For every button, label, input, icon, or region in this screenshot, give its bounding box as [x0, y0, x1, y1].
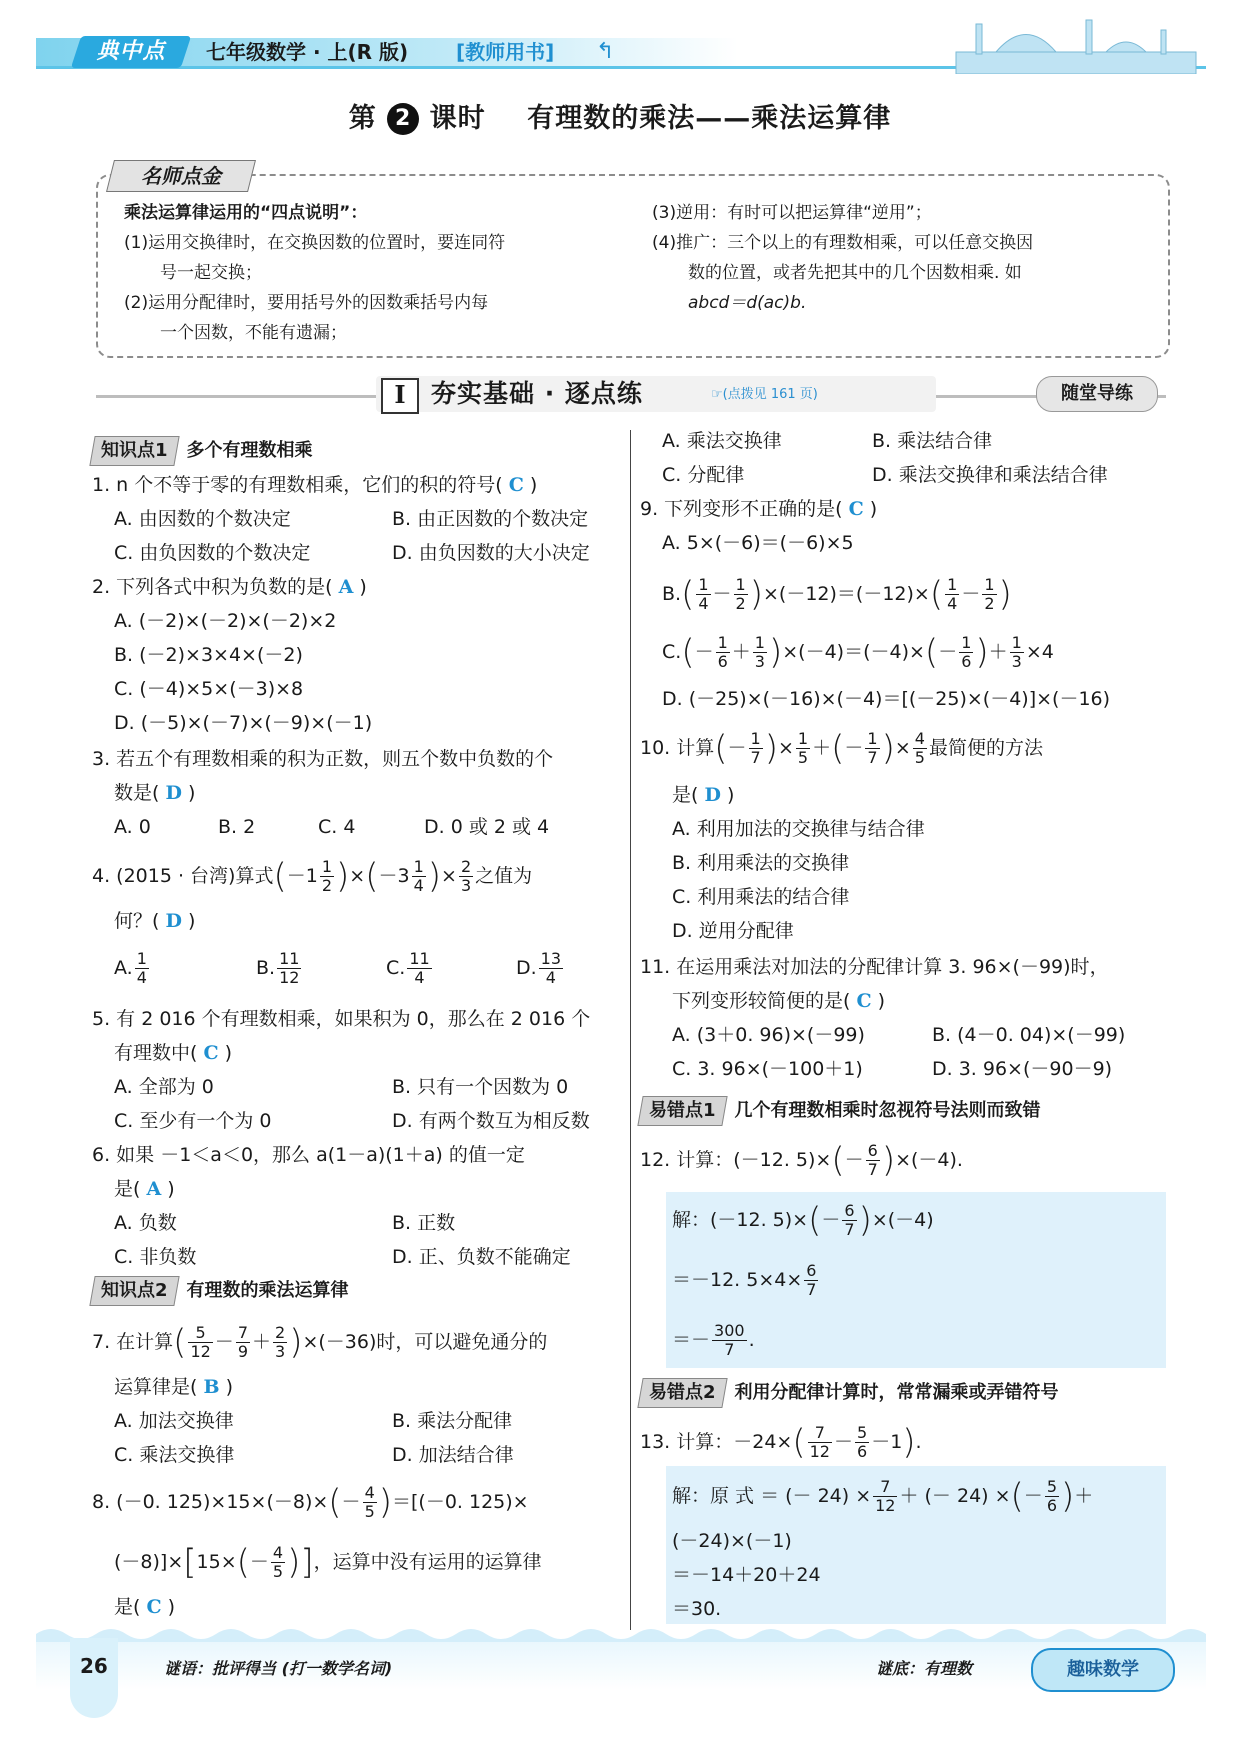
section-badge: I: [381, 378, 419, 414]
question-stem: 1. n 个不等于零的有理数相乘，它们的积的符号( C ): [92, 474, 538, 496]
option: C.(－ $\frac{1}{6}$ ＋ $\frac{1}{3}$ )×(－4)＝(－4)×(－ $\frac{1}{6}$ )＋ $\frac{1}{3}$ ×4: [662, 632, 1054, 673]
option: C. 由负因数的个数决定: [114, 542, 311, 564]
answer: C: [146, 1596, 162, 1618]
lesson-number-badge: 2: [387, 103, 419, 135]
question-stem: 10. 计算(－ $\frac{1}{7}$ )× $\frac{1}{5}$ ＋(－ $\frac{1}{7}$ )× $\frac{4}{5}$ 最简便的方法: [640, 728, 1043, 769]
question-stem: 11. 在运用乘法对加法的分配律计算 3. 96×(－99)时，: [640, 956, 1109, 978]
section-note: ☞(点拨见 161 页): [711, 387, 818, 402]
tips-line: (1)运用交换律时，在交换因数的位置时，要连同符: [124, 233, 506, 253]
question-stem: 是( A ): [114, 1178, 175, 1200]
option: A. 乘法交换律: [662, 430, 782, 452]
option: A. 由因数的个数决定: [114, 508, 291, 530]
question-stem: 4. (2015 · 台湾)算式(－1 $\frac{1}{2}$ )×(－3 $\frac{1}{4}$ )× $\frac{2}{3}$ 之值为: [92, 856, 533, 897]
option: C. 利用乘法的结合律: [672, 886, 850, 908]
tips-line: (3)逆用：有时可以把运算律“逆用”；: [652, 203, 932, 223]
option: B. 乘法结合律: [872, 430, 993, 452]
option: D. (－5)×(－7)×(－9)×(－1): [114, 712, 373, 734]
section-tag: 随堂导练: [1036, 376, 1158, 412]
option: A. 利用加法的交换律与结合律: [672, 818, 925, 840]
question-stem: 7. 在计算( $\frac{5}{12}$ － $\frac{7}{9}$ ＋ $\frac{2}{3}$ )×(－36)时，可以避免通分的: [92, 1322, 548, 1363]
book-title: 七年级数学 · 上(R 版): [206, 40, 409, 64]
option: C. 分配律: [662, 464, 745, 486]
lesson-title: 第 2 课时 有理数的乘法——乘法运算律: [348, 103, 892, 134]
answer: C: [203, 1042, 219, 1064]
option: D. 逆用分配律: [672, 920, 794, 942]
question-stem: 下列变形较简便的是( C ): [672, 990, 886, 1012]
option: A. 加法交换律: [114, 1410, 234, 1432]
return-arrow-icon: ↰: [596, 39, 615, 64]
question-stem: 何？( D ): [114, 910, 196, 932]
option: B. $\frac{11}{12}$: [256, 949, 300, 987]
question-stem: 数是( D ): [114, 782, 196, 804]
option: B. (4－0. 04)×(－99): [932, 1024, 1126, 1046]
solution-line: ＝30.: [672, 1598, 722, 1620]
question-stem: 9. 下列变形不正确的是( C ): [640, 498, 878, 520]
tips-line: 乘法运算律运用的“四点说明”：: [124, 203, 368, 223]
option: B. 利用乘法的交换律: [672, 852, 850, 874]
option: D. 0 或 2 或 4: [424, 816, 550, 838]
option: C. 非负数: [114, 1246, 197, 1268]
question-stem: 是( C ): [114, 1596, 176, 1618]
answer: A: [338, 576, 354, 598]
fun-math-badge: 趣味数学: [1031, 1648, 1175, 1692]
answer: C: [508, 474, 524, 496]
footer-wave: [36, 1624, 1206, 1642]
question-stem: 8. (－0. 125)×15×(－8)×(－ $\frac{4}{5}$ )＝[(－0. 125)×: [92, 1482, 529, 1523]
tips-line: abcd＝d(ac)b.: [688, 293, 807, 313]
tips-line: 数的位置，或者先把其中的几个因数相乘. 如: [688, 263, 1022, 283]
error-point-1: 易错点1 几个有理数相乘时忽视符号法则而致错: [640, 1096, 1041, 1124]
answer: C: [856, 990, 872, 1012]
option: C. 乘法交换律: [114, 1444, 235, 1466]
tips-line: 一个因数，不能有遗漏；: [160, 323, 347, 343]
option: B. 只有一个因数为 0: [392, 1076, 569, 1098]
section-banner: [96, 376, 1166, 416]
question-stem: 运算律是( B ): [114, 1376, 233, 1398]
brand-logo: 典中点: [71, 36, 191, 68]
option: A. (3＋0. 96)×(－99): [672, 1024, 865, 1046]
question-stem: (－8)]×[15×(－ $\frac{4}{5}$ )]，运算中没有运用的运算律: [114, 1542, 542, 1583]
solution-line: ＝－12. 5×4× $\frac{6}{7}$: [672, 1261, 817, 1299]
answer: D: [165, 782, 182, 804]
option: A. 负数: [114, 1212, 177, 1234]
option: A. 5×(－6)＝(－6)×5: [662, 532, 854, 554]
question-stem: 6. 如果 －1＜a＜0，那么 a(1－a)(1＋a) 的值一定: [92, 1144, 525, 1166]
solution-line: ＝－ $\frac{300}{7}$ .: [672, 1321, 755, 1359]
question-stem: 13. 计算：－24×( $\frac{7}{12}$ － $\frac{5}{6}$ －1).: [640, 1422, 922, 1463]
city-skyline-icon: [936, 12, 1206, 74]
option: D. $\frac{13}{4}$: [516, 949, 562, 987]
answer: D: [704, 784, 721, 806]
option: B.( $\frac{1}{4}$ － $\frac{1}{2}$ )×(－12)＝(－12)×( $\frac{1}{4}$ － $\frac{1}{2}$ ): [662, 574, 1012, 615]
option: D. 有两个数互为相反数: [392, 1110, 590, 1132]
column-divider: [630, 430, 631, 1630]
tips-line: 号一起交换；: [160, 263, 262, 283]
tips-line: (2)运用分配律时，要用括号外的因数乘括号内每: [124, 293, 489, 313]
option: C. (－4)×5×(－3)×8: [114, 678, 304, 700]
page-number: 26: [80, 1654, 108, 1678]
riddle-answer: 谜底：有理数: [876, 1659, 973, 1678]
knowledge-point-2: 知识点2 有理数的乘法运算律: [92, 1276, 349, 1304]
option: B. 2: [218, 816, 256, 838]
option: D. 乘法交换律和乘法结合律: [872, 464, 1108, 486]
option: A. $\frac{1}{4}$: [114, 949, 147, 987]
riddle: 谜语：批评得当 (打一数学名词): [164, 1659, 393, 1678]
option: D. (－25)×(－16)×(－4)＝[(－25)×(－4)]×(－16): [662, 688, 1111, 710]
question-stem: 2. 下列各式中积为负数的是( A ): [92, 576, 367, 598]
section-title: 夯实基础 · 逐点练: [431, 379, 643, 408]
knowledge-point-1: 知识点1 多个有理数相乘: [92, 436, 313, 464]
option: D. 正、负数不能确定: [392, 1246, 571, 1268]
option: D. 3. 96×(－90－9): [932, 1058, 1113, 1080]
option: C. 3. 96×(－100＋1): [672, 1058, 863, 1080]
option: D. 由负因数的大小决定: [392, 542, 590, 564]
question-stem: 12. 计算：(－12. 5)×(－ $\frac{6}{7}$ )×(－4).: [640, 1140, 963, 1181]
lesson-topic: 有理数的乘法——乘法运算律: [527, 103, 892, 134]
teacher-tips-heading: 名师点金: [106, 160, 256, 192]
option: C. 4: [318, 816, 356, 838]
option: C. 至少有一个为 0: [114, 1110, 272, 1132]
teacher-edition-tag: [教师用书]: [456, 40, 555, 64]
solution-line: (－24)×(－1): [672, 1530, 792, 1552]
option: D. 加法结合律: [392, 1444, 514, 1466]
answer: D: [165, 910, 182, 932]
page-footer: [36, 1624, 1206, 1754]
option: A. 全部为 0: [114, 1076, 214, 1098]
solution-line: 解：(－12. 5)×(－ $\frac{6}{7}$ )×(－4): [672, 1200, 934, 1241]
question-stem: 5. 有 2 016 个有理数相乘，如果积为 0，那么在 2 016 个: [92, 1008, 591, 1030]
page-tab: [70, 1638, 118, 1718]
option: B. 由正因数的个数决定: [392, 508, 589, 530]
answer: A: [146, 1178, 162, 1200]
error-point-2: 易错点2 利用分配律计算时，常常漏乘或弄错符号: [640, 1378, 1059, 1406]
answer: C: [848, 498, 864, 520]
tips-line: (4)推广：三个以上的有理数相乘，可以任意交换因: [652, 233, 1034, 253]
option: B. (－2)×3×4×(－2): [114, 644, 303, 666]
solution-line: 解：原 式 ＝ (－ 24) × $\frac{7}{12}$ ＋ (－ 24) ×(－ $\frac{5}{6}$ )＋: [672, 1476, 1094, 1517]
page-header: [36, 30, 1206, 74]
question-stem: 3. 若五个有理数相乘的积为正数，则五个数中负数的个: [92, 748, 554, 770]
question-stem: 是( D ): [672, 784, 735, 806]
option: A. (－2)×(－2)×(－2)×2: [114, 610, 337, 632]
question-stem: 有理数中( C ): [114, 1042, 233, 1064]
answer: B: [203, 1376, 220, 1398]
option: A. 0: [114, 816, 151, 838]
option: C. $\frac{11}{4}$: [386, 949, 430, 987]
option: B. 正数: [392, 1212, 456, 1234]
option: B. 乘法分配律: [392, 1410, 513, 1432]
solution-line: ＝－14＋20＋24: [672, 1564, 821, 1586]
